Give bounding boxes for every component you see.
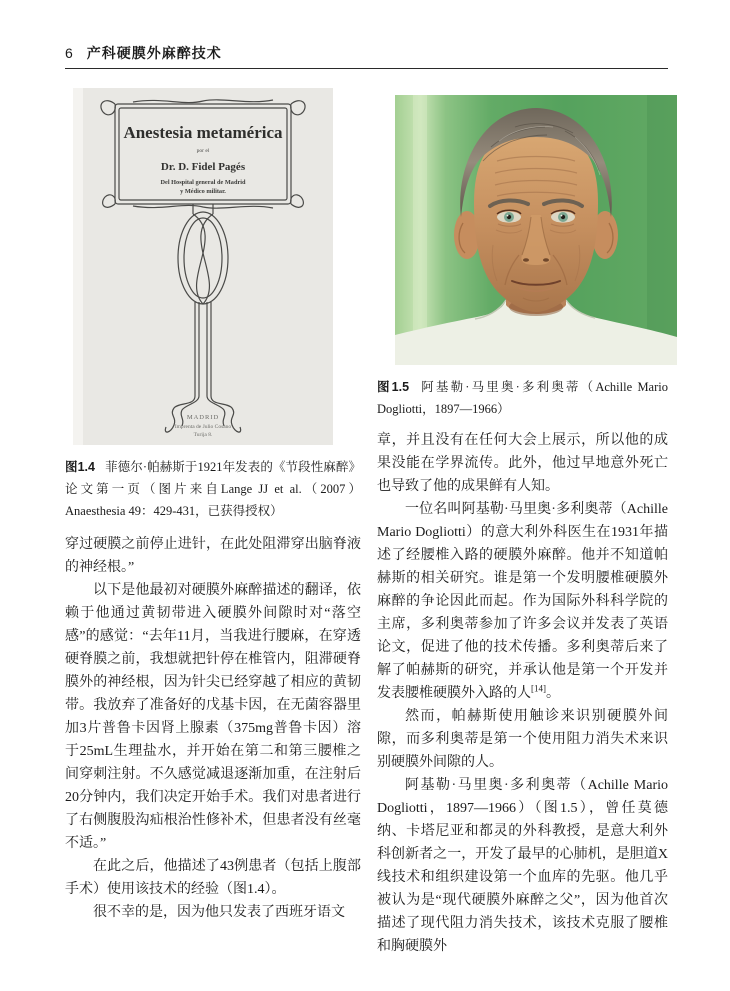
figure-1-4-caption-label: 图1.4 <box>65 460 95 474</box>
reference-marker-14: [14] <box>531 683 546 694</box>
paragraph: 在此之后，他描述了43例患者（包括上腹部手术）使用该技术的经验（图1.4）。 <box>65 859 361 897</box>
left-column <box>65 88 361 924</box>
paragraph: 穿过硬膜之前停止进针，在此处阻滞穿出脑脊液的神经根。” <box>65 537 361 575</box>
artwork-byline: por el <box>196 148 210 154</box>
artwork-author: Dr. D. Fidel Pagés <box>160 161 246 173</box>
running-title: 产科硬膜外麻醉技术 <box>86 45 222 61</box>
figure-1-4-caption-text: 菲德尔·帕赫斯于1921年发表的《节段性麻醉》论文第一页（图片来自Lange JJ et al.（2007）Anaesthesia 49：429-431，已获得授权） <box>65 460 361 518</box>
right-column-text <box>377 429 668 958</box>
paragraph: 然而，帕赫斯使用触诊来识别硬膜外间隙，而多利奥蒂是第一个使用阻力消失术来识别硬膜外间隙的人。 <box>377 709 668 770</box>
dogliotti-portrait-image <box>395 95 677 365</box>
artwork-title: Anestesia metamérica <box>123 123 283 142</box>
paragraph: 以下是他最初对硬膜外麻醉描述的翻译，依赖于他通过黄韧带进入硬膜外间隙时对“落空感”的感觉：“去年11月，当我进行腰麻，在穿透硬脊膜之前，我想就把针停在椎管内，阻滞硬脊膜外的神经根，因为针尖已经穿越了相应的黄韧带。我放弃了准备好的戊基卡因，在无菌容器里加3片普鲁卡因肾上腺素（375mg普鲁卡因）溶于25mL生理盐水，并开始在第二和第三腰椎之间穿刺注射。不久感觉减退逐渐加重，在注射后20分钟内，我们决定开始手术。我们对患者进行了右侧腹股沟疝根治性修补术，但患者没有丝毫不适。” <box>65 583 361 851</box>
figure-1-5-caption-text: 阿基勒·马里奥·多利奥蒂（Achille Mario Dogliotti，1897—1966） <box>377 380 668 416</box>
paragraph-text: 一位名叫阿基勒·马里奥·多利奥蒂（Achille Mario Dogliotti）的意大利外科医生在1931年描述了经腰椎入路的硬膜外麻醉。他并不知道帕赫斯的相关研究。谁是第一个发明腰椎硬膜外麻醉的争论因此而起。作为国际外科科学院的主席，多利奥蒂参加了许多会议并发表了英语论文，促进了他的技术传播。多利奥蒂后来了解了帕赫斯的研究，并承认他是第一个开发并发表腰椎硬膜外入路的人 <box>377 502 668 701</box>
page-number: 6 <box>65 45 73 61</box>
figure-1-4-caption <box>65 456 361 522</box>
figure-1-5 <box>377 95 668 365</box>
figure-1-5-caption <box>377 376 668 420</box>
figure-1-4 <box>65 88 361 445</box>
figure-1-5-caption-label: 图1.5 <box>377 380 410 394</box>
pages-paper-scan-image <box>73 88 333 445</box>
paragraph-text: 。 <box>546 686 560 701</box>
artwork-imprint-printer: Imprenta de Julio Cosano <box>174 424 232 430</box>
paragraph: 很不幸的是，因为他只发表了西班牙语文 <box>93 905 345 920</box>
page-header <box>65 44 668 69</box>
left-column-text <box>65 533 361 924</box>
artwork-imprint-address: Turija 8. <box>193 432 213 438</box>
right-column <box>377 88 668 958</box>
paragraph <box>377 498 668 705</box>
artwork-affiliation-1: Del Hospital general de Madrid <box>160 179 246 186</box>
paragraph: 章，并且没有在任何大会上展示，所以他的成果没能在学界流传。此外，他过早地意外死亡也导致了他的成果鲜有人知。 <box>377 433 668 494</box>
artwork-affiliation-2: y Médico militar. <box>180 188 226 195</box>
artwork-imprint-city: MADRID <box>186 414 220 421</box>
paragraph: 阿基勒·马里奥·多利奥蒂（Achille Mario Dogliotti，1897—1966）（图1.5），曾任莫德纳、卡塔尼亚和都灵的外科教授，是意大利外科创新者之一，开发了最早的心肺机，是胆道X线技术和组织建设第一个血库的先驱。他几乎被认为是“现代硬膜外麻醉之父”，因为他首次描述了现代阻力消失技术，该技术克服了腰椎和胸硬膜外 <box>377 778 668 954</box>
